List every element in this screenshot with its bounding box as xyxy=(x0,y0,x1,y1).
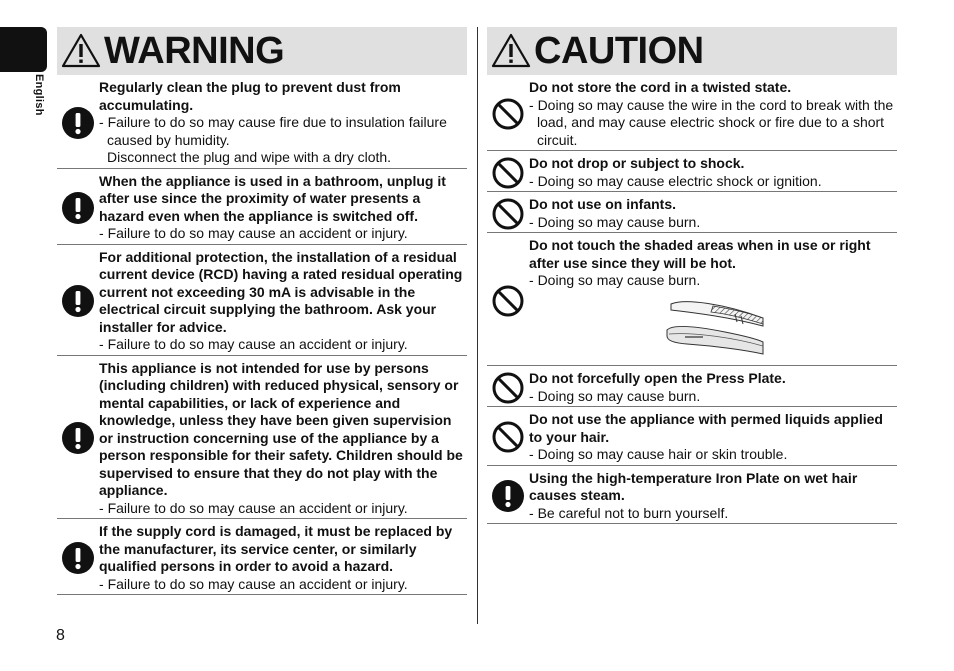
prohibition-icon xyxy=(492,285,524,317)
warning-item xyxy=(57,356,467,520)
caution-triangle-icon xyxy=(491,33,531,69)
mandatory-icon xyxy=(62,422,94,454)
prohibition-icon xyxy=(492,372,524,404)
caution-item xyxy=(487,466,897,525)
caution-item-title: Do not forcefully open the Press Plate. xyxy=(529,370,786,386)
caution-item xyxy=(487,366,897,407)
caution-header xyxy=(487,27,897,75)
mandatory-icon xyxy=(62,285,94,317)
warning-item-detail: - Failure to do so may cause an accident or injury. xyxy=(99,499,408,516)
caution-item-title: Do not drop or subject to shock. xyxy=(529,155,745,171)
caution-section xyxy=(487,27,897,524)
caution-item-title: Do not store the cord in a twisted state. xyxy=(529,79,792,95)
caution-item-detail: - Doing so may cause hair or skin trouble. xyxy=(529,446,788,462)
mandatory-icon xyxy=(62,192,94,224)
warning-item xyxy=(57,519,467,595)
caution-item xyxy=(487,233,897,366)
warning-item-detail: - Failure to do so may cause an accident or injury. xyxy=(99,225,408,241)
caution-item-title: Do not use the appliance with permed liquids applied to your hair. xyxy=(529,411,883,445)
warning-item-detail: - Failure to do so may cause an accident or injury. xyxy=(99,575,408,592)
caution-item xyxy=(487,151,897,192)
warning-item-title: For additional protection, the installation of a residual current device (RCD) having a rated residual operating current not exceeding 30 mA is advisable in the electrical circuit supplying the bathroom. Ask your installer for advice. xyxy=(99,248,463,335)
language-label: English xyxy=(33,74,45,116)
caution-item-detail: - Doing so may cause burn. xyxy=(529,387,701,404)
prohibition-icon xyxy=(492,421,524,453)
hair-iron-illustration xyxy=(665,294,765,356)
warning-header xyxy=(57,27,467,75)
caution-item-title: Do not touch the shaded areas when in use or right after use since they will be hot. xyxy=(529,237,871,271)
caution-item-detail: - Doing so may cause burn. xyxy=(529,272,701,288)
caution-item-title: Using the high-temperature Iron Plate on wet hair causes steam. xyxy=(529,469,858,503)
caution-item xyxy=(487,407,897,466)
caution-item-detail: - Doing so may cause burn. xyxy=(529,213,701,230)
caution-item-detail: - Be careful not to burn yourself. xyxy=(529,504,729,521)
mandatory-icon xyxy=(62,107,94,139)
page-number: 8 xyxy=(56,627,65,644)
warning-section xyxy=(57,27,467,595)
warning-item-detail: - Failure to do so may cause an accident or injury. xyxy=(99,336,408,352)
warning-triangle-icon xyxy=(61,33,101,69)
warning-item xyxy=(57,75,467,169)
caution-item-title: Do not use on infants. xyxy=(529,196,676,212)
prohibition-icon xyxy=(492,198,524,230)
prohibition-icon xyxy=(492,157,524,189)
caution-title: CAUTION xyxy=(534,30,704,72)
warning-item-extra: Disconnect the plug and wipe with a dry cloth. xyxy=(107,149,392,165)
warning-item-title: Regularly clean the plug to prevent dust from accumulating. xyxy=(99,79,401,113)
warning-item-detail: - Failure to do so may cause fire due to insulation failure caused by humidity. Disconnect the plug and wipe with a dry cloth. xyxy=(99,114,467,167)
caution-item-detail: - Doing so may cause the wire in the cord to break with the load, and may cause electric shock or fire due to a short circuit. xyxy=(529,96,894,148)
mandatory-icon xyxy=(492,480,524,512)
warning-item-title: This appliance is not intended for use by persons (including children) with reduced physical, sensory or mental capabilities, or lack of experience and knowledge, unless they have been given supervision or instruction concerning use of the appliance by a person responsible for their safety. Children should be supervised to ensure that they do not play with the appliance. xyxy=(99,359,463,498)
warning-item xyxy=(57,245,467,356)
caution-item xyxy=(487,75,897,151)
warning-item xyxy=(57,169,467,245)
warning-item-title: If the supply cord is damaged, it must be replaced by the manufacturer, its service center, or similarly qualified persons in order to avoid a hazard. xyxy=(99,523,453,574)
column-divider xyxy=(477,27,478,624)
mandatory-icon xyxy=(62,542,94,574)
prohibition-icon xyxy=(492,98,524,130)
caution-item-detail: - Doing so may cause electric shock or ignition. xyxy=(529,172,822,189)
caution-item xyxy=(487,192,897,233)
language-tab xyxy=(0,27,47,72)
warning-item-title: When the appliance is used in a bathroom, unplug it after use since the proximity of water presents a hazard even when the appliance is switched off. xyxy=(99,172,446,224)
warning-title: WARNING xyxy=(104,30,285,72)
